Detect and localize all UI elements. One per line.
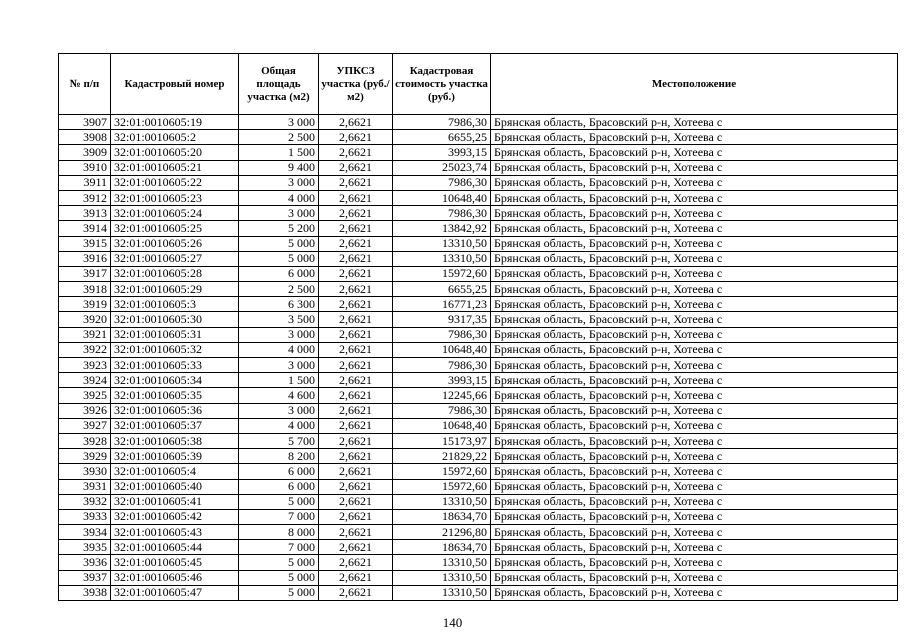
area-value-cell: 3 000 <box>239 403 319 418</box>
table-row <box>59 190 898 205</box>
table-header-row <box>59 54 898 115</box>
cadastral-value-cell: 18634,70 <box>393 509 491 524</box>
upksz-value-cell: 2,6621 <box>319 464 393 479</box>
area-value-cell: 3 000 <box>239 206 319 221</box>
cadastral-value-cell: 13310,50 <box>393 585 491 600</box>
header-location: Местоположение <box>491 54 898 115</box>
cadastral-value-cell: 16771,23 <box>393 297 491 312</box>
area-value-cell: 5 700 <box>239 433 319 448</box>
area-value-cell: 5 000 <box>239 555 319 570</box>
page-number: 140 <box>442 615 463 630</box>
upksz-value-cell: 2,6621 <box>319 145 393 160</box>
cadastral-value-cell: 7986,30 <box>393 175 491 190</box>
table-row <box>59 145 898 160</box>
area-value-cell: 5 000 <box>239 251 319 266</box>
location-cell: Брянская область, Брасовский р-н, Хотеева с <box>491 403 898 418</box>
upksz-value-cell: 2,6621 <box>319 525 393 540</box>
area-value-cell: 6 000 <box>239 266 319 281</box>
upksz-value-cell: 2,6621 <box>319 418 393 433</box>
row-number-cell: 3938 <box>59 585 111 600</box>
location-cell: Брянская область, Брасовский р-н, Хотеева с <box>491 115 898 130</box>
cadastral-number-cell: 32:01:0010605:28 <box>111 266 239 281</box>
table-row <box>59 342 898 357</box>
cadastral-value-cell: 15972,60 <box>393 464 491 479</box>
cadastral-table <box>58 53 898 601</box>
row-number-cell: 3922 <box>59 342 111 357</box>
row-number-cell: 3914 <box>59 221 111 236</box>
cadastral-number-cell: 32:01:0010605:35 <box>111 388 239 403</box>
row-number-cell: 3916 <box>59 251 111 266</box>
location-cell: Брянская область, Брасовский р-н, Хотеева с <box>491 388 898 403</box>
location-cell: Брянская область, Брасовский р-н, Хотеева с <box>491 570 898 585</box>
cadastral-number-cell: 32:01:0010605:27 <box>111 251 239 266</box>
row-number-cell: 3912 <box>59 190 111 205</box>
cadastral-number-cell: 32:01:0010605:4 <box>111 464 239 479</box>
cadastral-value-cell: 3993,15 <box>393 145 491 160</box>
area-value-cell: 4 000 <box>239 190 319 205</box>
row-number-cell: 3930 <box>59 464 111 479</box>
location-cell: Брянская область, Брасовский р-н, Хотеева с <box>491 190 898 205</box>
row-number-cell: 3934 <box>59 525 111 540</box>
upksz-value-cell: 2,6621 <box>319 342 393 357</box>
upksz-value-cell: 2,6621 <box>319 251 393 266</box>
cadastral-number-cell: 32:01:0010605:21 <box>111 160 239 175</box>
location-cell: Брянская область, Брасовский р-н, Хотеева с <box>491 585 898 600</box>
area-value-cell: 5 000 <box>239 585 319 600</box>
table-row <box>59 494 898 509</box>
location-cell: Брянская область, Брасовский р-н, Хотеева с <box>491 479 898 494</box>
row-number-cell: 3936 <box>59 555 111 570</box>
cadastral-number-cell: 32:01:0010605:45 <box>111 555 239 570</box>
table-row <box>59 327 898 342</box>
row-number-cell: 3935 <box>59 540 111 555</box>
upksz-value-cell: 2,6621 <box>319 206 393 221</box>
header-area: Общая площадь участка (м2) <box>239 54 319 115</box>
location-cell: Брянская область, Брасовский р-н, Хотеева с <box>491 433 898 448</box>
area-value-cell: 7 000 <box>239 540 319 555</box>
cadastral-number-cell: 32:01:0010605:23 <box>111 190 239 205</box>
row-number-cell: 3926 <box>59 403 111 418</box>
location-cell: Брянская область, Брасовский р-н, Хотеева с <box>491 175 898 190</box>
cadastral-number-cell: 32:01:0010605:22 <box>111 175 239 190</box>
cadastral-number-cell: 32:01:0010605:38 <box>111 433 239 448</box>
table-row <box>59 570 898 585</box>
cadastral-number-cell: 32:01:0010605:41 <box>111 494 239 509</box>
cadastral-number-cell: 32:01:0010605:19 <box>111 115 239 130</box>
upksz-value-cell: 2,6621 <box>319 479 393 494</box>
row-number-cell: 3927 <box>59 418 111 433</box>
cadastral-value-cell: 10648,40 <box>393 190 491 205</box>
cadastral-number-cell: 32:01:0010605:30 <box>111 312 239 327</box>
cadastral-number-cell: 32:01:0010605:34 <box>111 373 239 388</box>
table-row <box>59 358 898 373</box>
upksz-value-cell: 2,6621 <box>319 312 393 327</box>
upksz-value-cell: 2,6621 <box>319 282 393 297</box>
table-row <box>59 236 898 251</box>
upksz-value-cell: 2,6621 <box>319 555 393 570</box>
area-value-cell: 8 000 <box>239 525 319 540</box>
row-number-cell: 3911 <box>59 175 111 190</box>
upksz-value-cell: 2,6621 <box>319 236 393 251</box>
table-row <box>59 221 898 236</box>
area-value-cell: 5 000 <box>239 236 319 251</box>
table-body <box>59 115 898 601</box>
area-value-cell: 7 000 <box>239 509 319 524</box>
table-row <box>59 449 898 464</box>
cadastral-number-cell: 32:01:0010605:3 <box>111 297 239 312</box>
row-number-cell: 3924 <box>59 373 111 388</box>
area-value-cell: 5 200 <box>239 221 319 236</box>
table-row <box>59 130 898 145</box>
cadastral-value-cell: 10648,40 <box>393 418 491 433</box>
cadastral-number-cell: 32:01:0010605:2 <box>111 130 239 145</box>
cadastral-number-cell: 32:01:0010605:37 <box>111 418 239 433</box>
area-value-cell: 5 000 <box>239 570 319 585</box>
table-row <box>59 509 898 524</box>
area-value-cell: 2 500 <box>239 130 319 145</box>
location-cell: Брянская область, Брасовский р-н, Хотеева с <box>491 494 898 509</box>
location-cell: Брянская область, Брасовский р-н, Хотеева с <box>491 206 898 221</box>
cadastral-value-cell: 15972,60 <box>393 479 491 494</box>
area-value-cell: 1 500 <box>239 373 319 388</box>
upksz-value-cell: 2,6621 <box>319 160 393 175</box>
location-cell: Брянская область, Брасовский р-н, Хотеева с <box>491 464 898 479</box>
row-number-cell: 3929 <box>59 449 111 464</box>
row-number-cell: 3918 <box>59 282 111 297</box>
location-cell: Брянская область, Брасовский р-н, Хотеева с <box>491 509 898 524</box>
area-value-cell: 3 000 <box>239 327 319 342</box>
table-row <box>59 373 898 388</box>
cadastral-value-cell: 21296,80 <box>393 525 491 540</box>
cadastral-value-cell: 13310,50 <box>393 555 491 570</box>
upksz-value-cell: 2,6621 <box>319 494 393 509</box>
location-cell: Брянская область, Брасовский р-н, Хотеева с <box>491 342 898 357</box>
area-value-cell: 4 600 <box>239 388 319 403</box>
cadastral-value-cell: 12245,66 <box>393 388 491 403</box>
location-cell: Брянская область, Брасовский р-н, Хотеева с <box>491 449 898 464</box>
cadastral-value-cell: 18634,70 <box>393 540 491 555</box>
upksz-value-cell: 2,6621 <box>319 190 393 205</box>
cadastral-value-cell: 6655,25 <box>393 282 491 297</box>
table-row <box>59 525 898 540</box>
location-cell: Брянская область, Брасовский р-н, Хотеева с <box>491 236 898 251</box>
cadastral-number-cell: 32:01:0010605:44 <box>111 540 239 555</box>
table-row <box>59 175 898 190</box>
area-value-cell: 3 000 <box>239 175 319 190</box>
table-row <box>59 540 898 555</box>
location-cell: Брянская область, Брасовский р-н, Хотеева с <box>491 555 898 570</box>
cadastral-value-cell: 9317,35 <box>393 312 491 327</box>
row-number-cell: 3908 <box>59 130 111 145</box>
cadastral-number-cell: 32:01:0010605:43 <box>111 525 239 540</box>
area-value-cell: 6 300 <box>239 297 319 312</box>
upksz-value-cell: 2,6621 <box>319 327 393 342</box>
location-cell: Брянская область, Брасовский р-н, Хотеева с <box>491 282 898 297</box>
table-row <box>59 266 898 281</box>
area-value-cell: 6 000 <box>239 479 319 494</box>
upksz-value-cell: 2,6621 <box>319 509 393 524</box>
cadastral-value-cell: 3993,15 <box>393 373 491 388</box>
header-cadastral-number: Кадастровый номер <box>111 54 239 115</box>
table-row <box>59 418 898 433</box>
area-value-cell: 3 500 <box>239 312 319 327</box>
location-cell: Брянская область, Брасовский р-н, Хотеева с <box>491 297 898 312</box>
row-number-cell: 3910 <box>59 160 111 175</box>
area-value-cell: 3 000 <box>239 115 319 130</box>
cadastral-value-cell: 13310,50 <box>393 570 491 585</box>
cadastral-value-cell: 7986,30 <box>393 358 491 373</box>
cadastral-number-cell: 32:01:0010605:47 <box>111 585 239 600</box>
area-value-cell: 2 500 <box>239 282 319 297</box>
cadastral-value-cell: 10648,40 <box>393 342 491 357</box>
row-number-cell: 3915 <box>59 236 111 251</box>
table-row <box>59 160 898 175</box>
cadastral-number-cell: 32:01:0010605:33 <box>111 358 239 373</box>
cadastral-value-cell: 25023,74 <box>393 160 491 175</box>
location-cell: Брянская область, Брасовский р-н, Хотеева с <box>491 160 898 175</box>
cadastral-value-cell: 6655,25 <box>393 130 491 145</box>
upksz-value-cell: 2,6621 <box>319 130 393 145</box>
cadastral-number-cell: 32:01:0010605:26 <box>111 236 239 251</box>
upksz-value-cell: 2,6621 <box>319 358 393 373</box>
cadastral-number-cell: 32:01:0010605:39 <box>111 449 239 464</box>
cadastral-value-cell: 7986,30 <box>393 115 491 130</box>
cadastral-number-cell: 32:01:0010605:42 <box>111 509 239 524</box>
upksz-value-cell: 2,6621 <box>319 373 393 388</box>
row-number-cell: 3920 <box>59 312 111 327</box>
table-row <box>59 403 898 418</box>
table-row <box>59 464 898 479</box>
area-value-cell: 8 200 <box>239 449 319 464</box>
row-number-cell: 3909 <box>59 145 111 160</box>
cadastral-value-cell: 13842,92 <box>393 221 491 236</box>
upksz-value-cell: 2,6621 <box>319 540 393 555</box>
location-cell: Брянская область, Брасовский р-н, Хотеева с <box>491 130 898 145</box>
area-value-cell: 1 500 <box>239 145 319 160</box>
cadastral-value-cell: 13310,50 <box>393 251 491 266</box>
cadastral-value-cell: 7986,30 <box>393 327 491 342</box>
upksz-value-cell: 2,6621 <box>319 585 393 600</box>
location-cell: Брянская область, Брасовский р-н, Хотеева с <box>491 221 898 236</box>
row-number-cell: 3925 <box>59 388 111 403</box>
location-cell: Брянская область, Брасовский р-н, Хотеева с <box>491 358 898 373</box>
cadastral-value-cell: 21829,22 <box>393 449 491 464</box>
row-number-cell: 3919 <box>59 297 111 312</box>
table-row <box>59 251 898 266</box>
cadastral-number-cell: 32:01:0010605:36 <box>111 403 239 418</box>
upksz-value-cell: 2,6621 <box>319 266 393 281</box>
location-cell: Брянская область, Брасовский р-н, Хотеева с <box>491 540 898 555</box>
location-cell: Брянская область, Брасовский р-н, Хотеева с <box>491 327 898 342</box>
area-value-cell: 9 400 <box>239 160 319 175</box>
table-row <box>59 433 898 448</box>
cadastral-number-cell: 32:01:0010605:24 <box>111 206 239 221</box>
row-number-cell: 3928 <box>59 433 111 448</box>
cadastral-value-cell: 15173,97 <box>393 433 491 448</box>
location-cell: Брянская область, Брасовский р-н, Хотеева с <box>491 251 898 266</box>
header-num: № п/п <box>59 54 111 115</box>
header-cadastral-value: Кадастровая стоимость участка (руб.) <box>393 54 491 115</box>
upksz-value-cell: 2,6621 <box>319 115 393 130</box>
upksz-value-cell: 2,6621 <box>319 175 393 190</box>
cadastral-number-cell: 32:01:0010605:20 <box>111 145 239 160</box>
table-row <box>59 479 898 494</box>
location-cell: Брянская область, Брасовский р-н, Хотеева с <box>491 312 898 327</box>
row-number-cell: 3937 <box>59 570 111 585</box>
table-row <box>59 297 898 312</box>
area-value-cell: 5 000 <box>239 494 319 509</box>
table-row <box>59 206 898 221</box>
cadastral-value-cell: 13310,50 <box>393 494 491 509</box>
table-row <box>59 312 898 327</box>
cadastral-value-cell: 13310,50 <box>393 236 491 251</box>
table-row <box>59 555 898 570</box>
row-number-cell: 3931 <box>59 479 111 494</box>
upksz-value-cell: 2,6621 <box>319 388 393 403</box>
cadastral-value-cell: 7986,30 <box>393 403 491 418</box>
area-value-cell: 3 000 <box>239 358 319 373</box>
location-cell: Брянская область, Брасовский р-н, Хотеева с <box>491 266 898 281</box>
row-number-cell: 3933 <box>59 509 111 524</box>
cadastral-number-cell: 32:01:0010605:29 <box>111 282 239 297</box>
cadastral-number-cell: 32:01:0010605:25 <box>111 221 239 236</box>
table-row <box>59 388 898 403</box>
cadastral-number-cell: 32:01:0010605:40 <box>111 479 239 494</box>
cadastral-number-cell: 32:01:0010605:32 <box>111 342 239 357</box>
row-number-cell: 3932 <box>59 494 111 509</box>
location-cell: Брянская область, Брасовский р-н, Хотеева с <box>491 418 898 433</box>
row-number-cell: 3917 <box>59 266 111 281</box>
upksz-value-cell: 2,6621 <box>319 221 393 236</box>
header-upksz: УПКСЗ участка (руб./м2) <box>319 54 393 115</box>
upksz-value-cell: 2,6621 <box>319 297 393 312</box>
row-number-cell: 3921 <box>59 327 111 342</box>
location-cell: Брянская область, Брасовский р-н, Хотеева с <box>491 145 898 160</box>
location-cell: Брянская область, Брасовский р-н, Хотеева с <box>491 373 898 388</box>
cadastral-number-cell: 32:01:0010605:31 <box>111 327 239 342</box>
table-row <box>59 585 898 600</box>
row-number-cell: 3923 <box>59 358 111 373</box>
upksz-value-cell: 2,6621 <box>319 433 393 448</box>
area-value-cell: 6 000 <box>239 464 319 479</box>
area-value-cell: 4 000 <box>239 342 319 357</box>
upksz-value-cell: 2,6621 <box>319 403 393 418</box>
cadastral-number-cell: 32:01:0010605:46 <box>111 570 239 585</box>
row-number-cell: 3907 <box>59 115 111 130</box>
location-cell: Брянская область, Брасовский р-н, Хотеева с <box>491 525 898 540</box>
row-number-cell: 3913 <box>59 206 111 221</box>
cadastral-value-cell: 15972,60 <box>393 266 491 281</box>
table-row <box>59 282 898 297</box>
upksz-value-cell: 2,6621 <box>319 449 393 464</box>
upksz-value-cell: 2,6621 <box>319 570 393 585</box>
table-row <box>59 115 898 130</box>
cadastral-value-cell: 7986,30 <box>393 206 491 221</box>
area-value-cell: 4 000 <box>239 418 319 433</box>
